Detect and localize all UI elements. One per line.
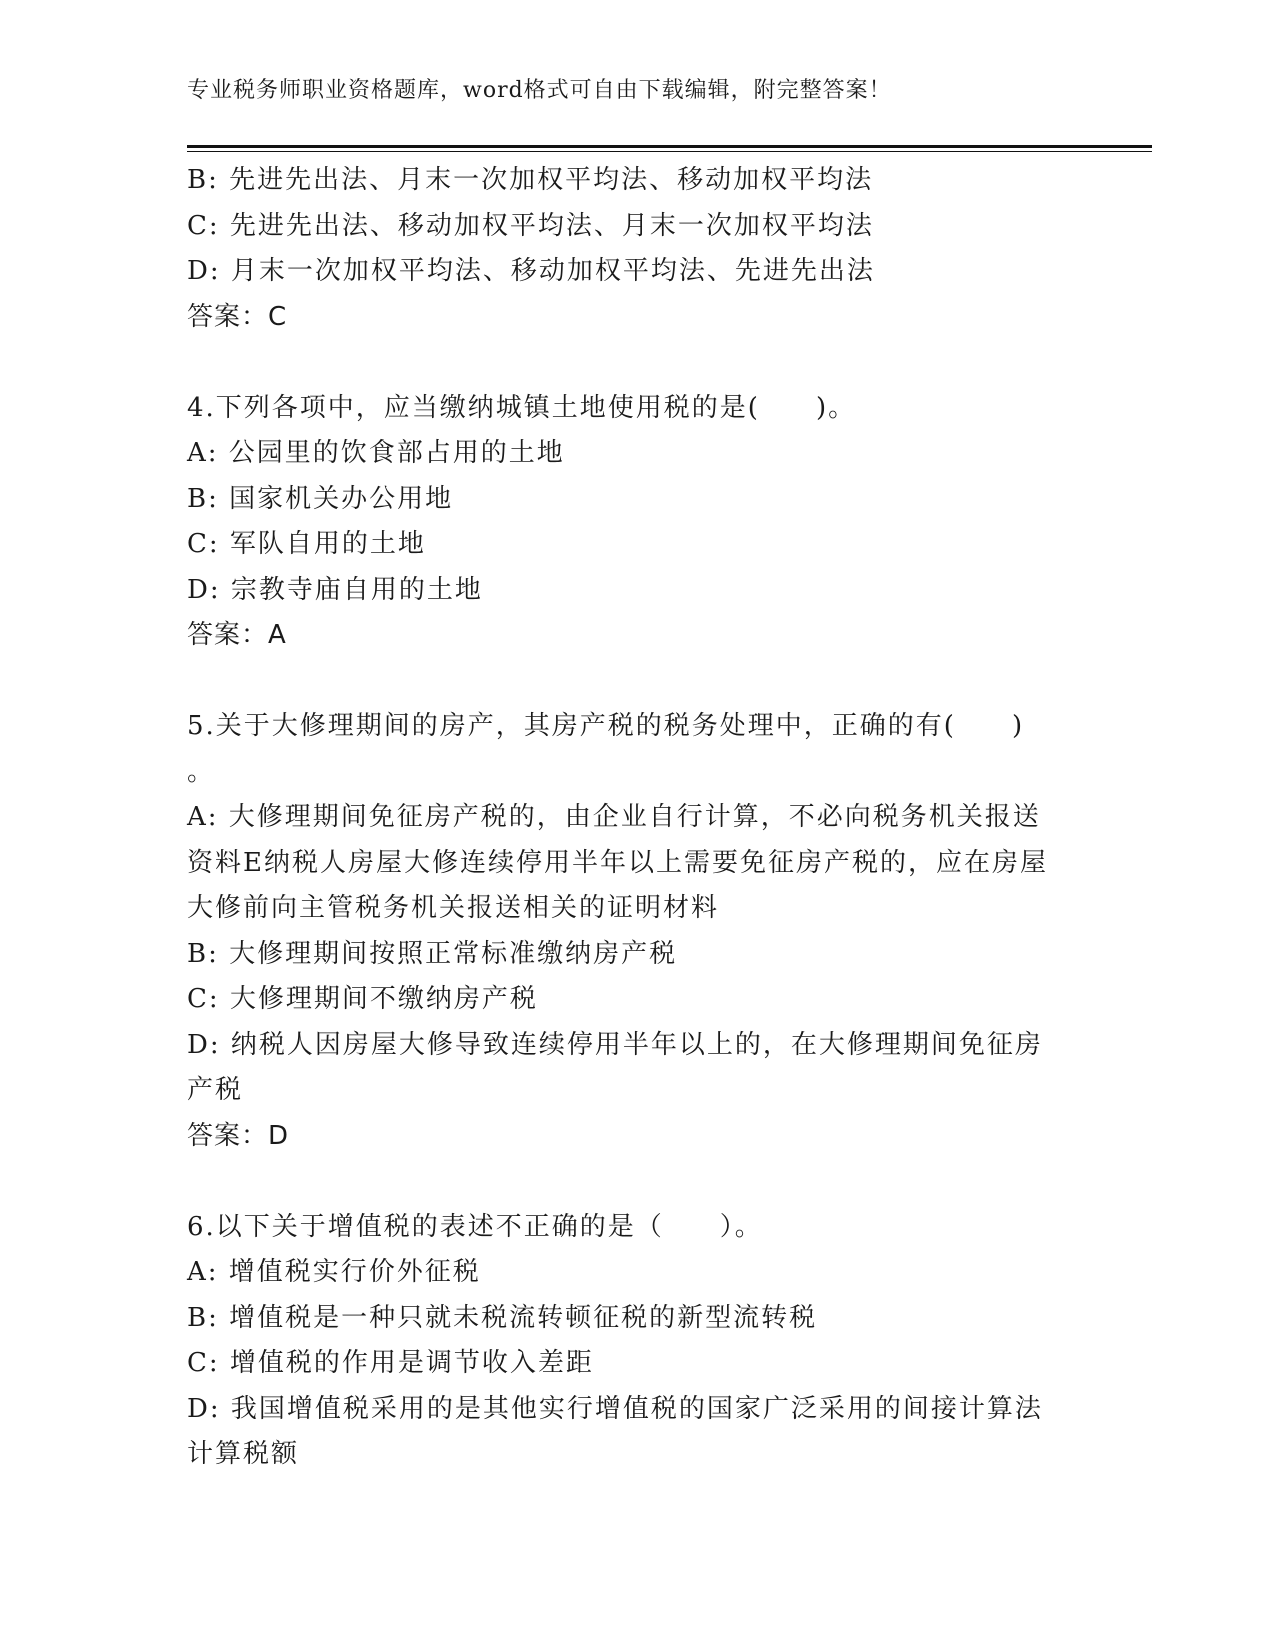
q3-answer: 答案：C bbox=[187, 301, 288, 332]
q4-option-a: A: 公园里的饮食部占用的土地 bbox=[187, 438, 565, 468]
q3-option-c: C: 先进先出法、移动加权平均法、月末一次加权平均法 bbox=[187, 210, 874, 241]
q5-option-d: D: 纳税人因房屋大修导致连续停用半年以上的，在大修理期间免征房产税 bbox=[187, 1029, 1043, 1105]
q6-option-a: A: 增值税实行价外征税 bbox=[187, 1257, 481, 1287]
spacer bbox=[187, 340, 1067, 386]
q5-option-a: A: 大修理期间免征房产税的，由企业自行计算，不必向税务机关报送资料E纳税人房屋大修连续停用半年以上需要免征房产税的，应在房屋大修前向主管税务机关报送相关的证明材料 bbox=[187, 802, 1048, 923]
question-content bbox=[187, 158, 1067, 1478]
q5-question: 5.关于大修理期间的房产，其房产税的税务处理中，正确的有( ) bbox=[187, 711, 1025, 741]
q3-option-d: D: 月末一次加权平均法、移动加权平均法、先进先出法 bbox=[187, 256, 875, 286]
q3-option-b: B: 先进先出法、月末一次加权平均法、移动加权平均法 bbox=[187, 165, 874, 195]
q6-option-c: C: 增值税的作用是调节收入差距 bbox=[187, 1348, 594, 1378]
q5-option-c: C: 大修理期间不缴纳房产税 bbox=[187, 984, 538, 1014]
spacer bbox=[187, 1159, 1067, 1205]
page-header: 专业税务师职业资格题库，word格式可自由下载编辑，附完整答案！ bbox=[187, 78, 892, 103]
q4-answer: 答案：A bbox=[187, 620, 287, 650]
q4-question: 4.下列各项中，应当缴纳城镇土地使用税的是( )。 bbox=[187, 392, 857, 423]
q4-option-b: B: 国家机关办公用地 bbox=[187, 483, 454, 514]
q4-option-c: C: 军队自用的土地 bbox=[187, 529, 426, 559]
q5-question-tail: 。 bbox=[187, 756, 214, 787]
q6-question: 6.以下关于增值税的表述不正确的是（ ）。 bbox=[187, 1211, 763, 1242]
q5-answer: 答案：D bbox=[187, 1120, 290, 1151]
q4-option-d: D: 宗教寺庙自用的土地 bbox=[187, 574, 483, 605]
q5-option-b: B: 大修理期间按照正常标准缴纳房产税 bbox=[187, 938, 678, 969]
q6-option-b: B: 增值税是一种只就未税流转顿征税的新型流转税 bbox=[187, 1302, 818, 1333]
header-rule-thick bbox=[187, 145, 1152, 148]
spacer bbox=[187, 659, 1067, 705]
header-rule-thin bbox=[187, 151, 1152, 152]
q6-option-d: D: 我国增值税采用的是其他实行增值税的国家广泛采用的间接计算法计算税额 bbox=[187, 1393, 1043, 1469]
